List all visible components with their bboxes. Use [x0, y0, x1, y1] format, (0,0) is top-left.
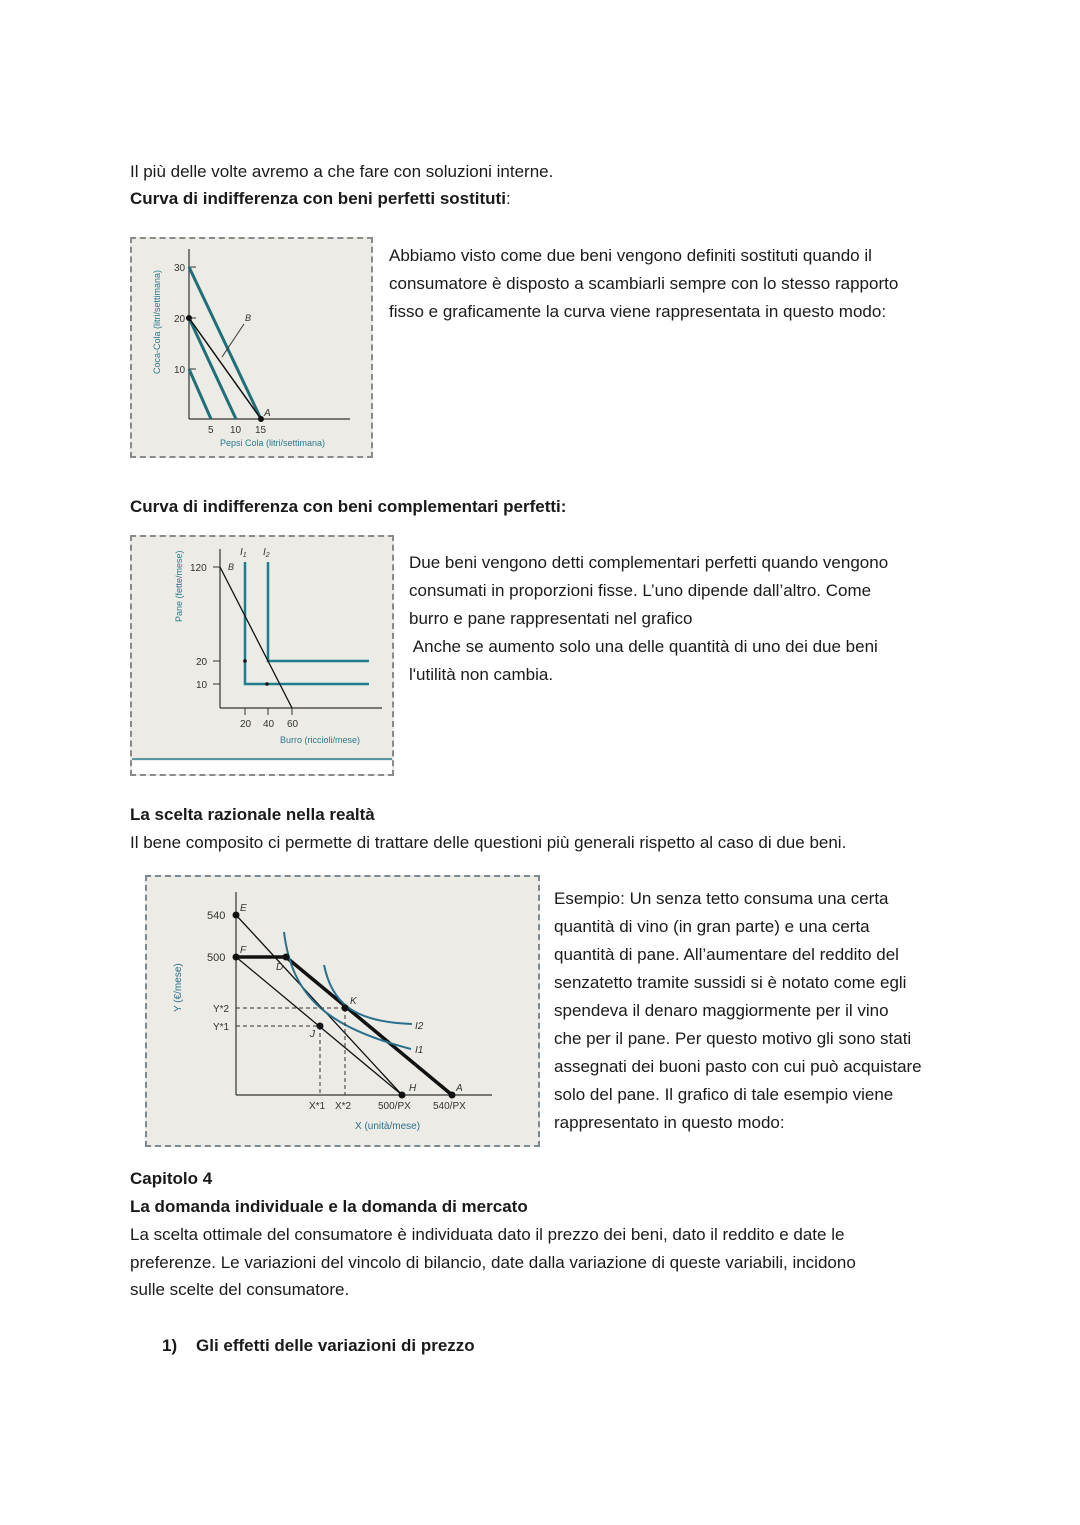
- chart-mark: [449, 1092, 456, 1099]
- paragraph-line: Due beni vengono detti complementari perfetti quando vengono: [409, 553, 889, 572]
- x-axis-label: Burro (riccioli/mese): [280, 735, 361, 745]
- indifference-curve-i2: [324, 965, 412, 1024]
- curve-i1-label: [240, 547, 247, 559]
- chart-label: 1: [242, 552, 247, 559]
- indifference-curve-i1: [284, 932, 411, 1049]
- list-number: 1): [162, 1336, 178, 1355]
- ytick: 30: [174, 263, 186, 274]
- chart-mark: [233, 912, 240, 919]
- chart-mark: [283, 954, 290, 961]
- y-axis-label: Pane (fette/mese): [174, 550, 184, 622]
- indifference-line-low: [189, 369, 211, 419]
- y-axis-label: Coca-Cola (litri/settimana): [152, 269, 162, 374]
- paragraph-line: assegnati dei buoni pasto con cui può acquistare: [554, 1057, 922, 1076]
- list-item: Gli effetti delle variazioni di prezzo: [196, 1336, 475, 1355]
- paragraph-line: burro e pane rappresentati nel grafico: [409, 609, 693, 628]
- budget-line: [220, 567, 292, 708]
- xtick: 5: [208, 425, 214, 436]
- paragraph-line: rappresentato in questo modo:: [554, 1113, 785, 1132]
- figure-perfect-complements: [130, 535, 394, 776]
- chart-label: I: [240, 547, 243, 558]
- heading-suffix: :: [505, 189, 511, 208]
- paragraph-line: solo del pane. Il grafico di tale esempio viene: [554, 1085, 894, 1104]
- curve-i1-label: I1: [415, 1045, 424, 1056]
- ytick: 20: [174, 314, 186, 325]
- xtick: 10: [230, 425, 242, 436]
- paragraph-line: quantità di pane. All’aumentare del reddito del: [554, 945, 899, 964]
- budget-line-original: [236, 915, 402, 1095]
- point-j-label: J: [310, 1029, 315, 1040]
- paragraph-line: La scelta ottimale del consumatore è individuata dato il prezzo dei beni, dato il reddito e date le: [130, 1225, 845, 1244]
- y-axis-label: Y (€/mese): [173, 963, 184, 1012]
- paragraph-line: che per il pane. Per questo motivo gli sono stati: [554, 1029, 912, 1048]
- point-a-label: A: [456, 1083, 463, 1094]
- point-h-label: H: [409, 1083, 417, 1094]
- section-heading-substitutes: [130, 189, 511, 209]
- chart-mark: [186, 315, 192, 321]
- point-b-label: B: [228, 562, 235, 572]
- xtick: 40: [263, 719, 275, 730]
- xtick: 20: [240, 719, 252, 730]
- chart-label: I: [263, 547, 266, 558]
- figure-perfect-substitutes: [130, 237, 373, 458]
- curve-i2-label: I2: [415, 1021, 424, 1032]
- paragraph-line: preferenze. Le variazioni del vincolo di bilancio, date dalla variazione di queste variabili, incidono: [130, 1253, 856, 1272]
- substitutes-chart: [132, 239, 373, 458]
- paragraph-line: consumatore è disposto a scambiarli sempre con lo stesso rapporto: [389, 274, 899, 293]
- xtick: 60: [287, 719, 299, 730]
- paragraph-line: Anche se aumento solo una delle quantità di uno dei due beni: [409, 637, 878, 656]
- chart-mark: [233, 954, 240, 961]
- point-a-label: A: [264, 408, 271, 419]
- xtick: 15: [255, 425, 267, 436]
- paragraph-line: senzatetto tramite sussidi si è notato come egli: [554, 973, 907, 992]
- chapter-subtitle: La domanda individuale e la domanda di mercato: [130, 1197, 528, 1216]
- composite-good-chart: [147, 877, 540, 1147]
- ytick: 10: [174, 365, 186, 376]
- paragraph-line: consumati in proporzioni fisse. L’uno dipende dall’altro. Come: [409, 581, 872, 600]
- xtick-540-px: 540/PX: [433, 1101, 466, 1112]
- figure-composite-good: [145, 875, 540, 1147]
- section-intro: Il bene composito ci permette di trattare delle questioni più generali rispetto al caso di due beni.: [130, 833, 847, 852]
- point-d-label: D: [276, 962, 284, 973]
- section-heading-complements: Curva di indifferenza con beni complementari perfetti:: [130, 497, 567, 516]
- chart-mark: [399, 1092, 406, 1099]
- ytick-500: 500: [207, 952, 226, 964]
- point-f-label: F: [240, 945, 247, 956]
- x-axis-label: X (unità/mese): [355, 1121, 421, 1132]
- complements-chart: [132, 537, 394, 776]
- point-e-label: E: [240, 903, 247, 914]
- chart-mark: [342, 1005, 349, 1012]
- chart-mark: [132, 761, 394, 776]
- paragraph-line: fisso e graficamente la curva viene rappresentata in questo modo:: [389, 302, 887, 321]
- indifference-line-mid: [189, 318, 236, 419]
- ytick-ystar2: Y*2: [213, 1004, 230, 1015]
- ytick-ystar1: Y*1: [213, 1022, 230, 1033]
- paragraph-line: spendeva il denaro maggiormente per il vino: [554, 1001, 889, 1020]
- paragraph-line: sulle scelte del consumatore.: [130, 1280, 350, 1299]
- curve-i2-label: [263, 547, 270, 559]
- ytick-540: 540: [207, 910, 226, 922]
- paragraph-line: Abbiamo visto come due beni vengono definiti sostituti quando il: [389, 246, 872, 265]
- chart-label: 2: [265, 552, 270, 559]
- heading-text: Curva di indifferenza con beni perfetti sostituti: [130, 189, 506, 208]
- chart-mark: [317, 1023, 324, 1030]
- ytick: 10: [196, 680, 208, 691]
- xtick-xstar1: X*1: [309, 1101, 326, 1112]
- chapter-title: Capitolo 4: [130, 1169, 213, 1188]
- point-k-label: K: [350, 996, 357, 1007]
- x-axis-label: Pepsi Cola (litri/settimana): [220, 438, 326, 448]
- paragraph-line: Esempio: Un senza tetto consuma una certa: [554, 889, 889, 908]
- point-b-label: B: [245, 313, 252, 323]
- paragraph-line: quantità di vino (in gran parte) e una certa: [554, 917, 870, 936]
- intro-line: Il più delle volte avremo a che fare con soluzioni interne.: [130, 162, 554, 181]
- chart-mark: [265, 682, 269, 686]
- xtick-500-px: 500/PX: [378, 1101, 411, 1112]
- ytick: 120: [190, 563, 207, 574]
- xtick-xstar2: X*2: [335, 1101, 352, 1112]
- paragraph-line: l'utilità non cambia.: [409, 665, 554, 684]
- budget-line: [189, 318, 261, 419]
- ytick: 20: [196, 657, 208, 668]
- indifference-curve-i2: [268, 562, 369, 661]
- indifference-curve-i1: [245, 562, 369, 684]
- chart-mark: [243, 659, 247, 663]
- section-heading-rational-choice: La scelta razionale nella realtà: [130, 805, 375, 824]
